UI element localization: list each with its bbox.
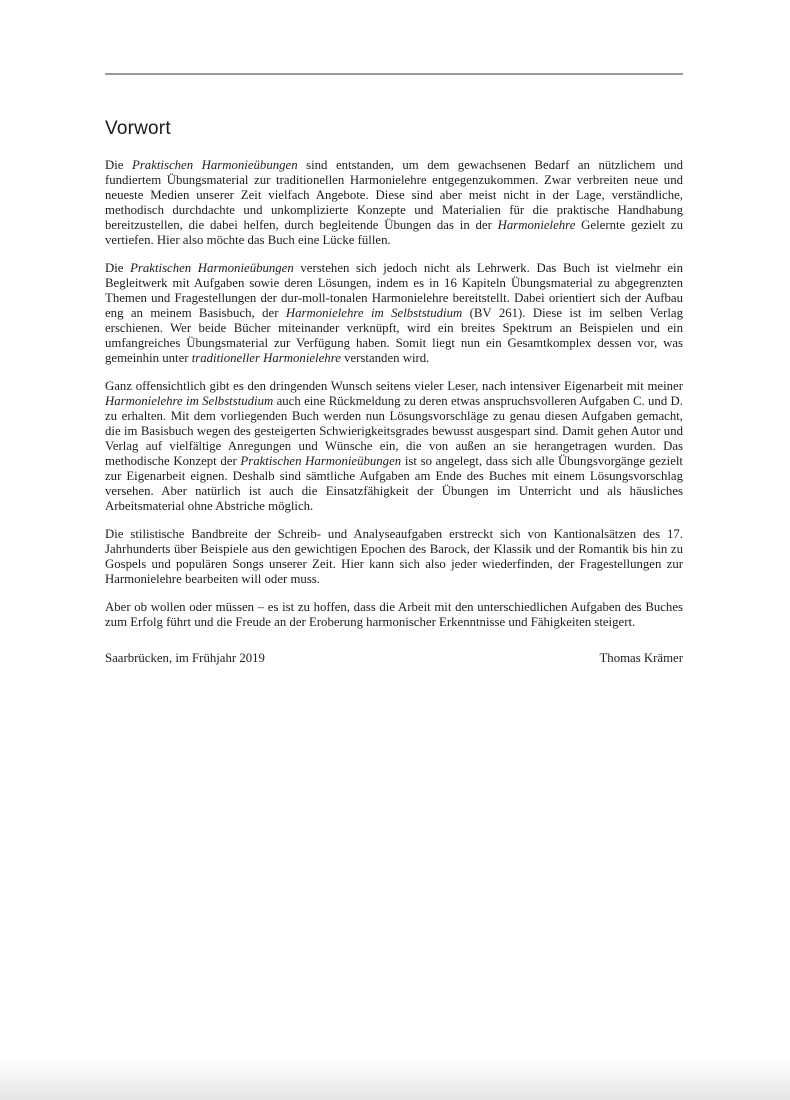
text-run: Die stilistische Bandbreite der Schreib- und Analyseaufgaben erstreckt sich von Kantionalsätzen des 17. Jahrhunderts über Beispiele aus den gewichtigen Epochen des Barock, der Klassik und der Romantik bis hin zu Gospels und populären Songs unserer Zeit. Hier kann sich also jeder wiederfinden, der Fragestellungen zur Harmonielehre bearbeiten will oder muss.: [105, 527, 683, 586]
text-run: Ganz offensichtlich gibt es den dringenden Wunsch seitens vieler Leser, nach intensiver Eigenarbeit mit meiner: [105, 379, 683, 393]
paragraph: [105, 158, 683, 248]
signature-author: Thomas Krämer: [599, 651, 683, 665]
italic-book-title: Praktischen Harmonieübungen: [130, 261, 294, 275]
signature-row: [105, 651, 683, 666]
text-run: Die: [105, 158, 132, 172]
content-column: [105, 0, 683, 666]
body-text: [105, 158, 683, 630]
text-run: Gelernte gezielt zu vertiefen. Hier also möchte das Buch eine Lücke füllen.: [105, 218, 683, 247]
paragraph: [105, 527, 683, 587]
text-run: sind entstanden, um dem gewachsenen Bedarf an nützlichem und fundiertem Übungsmaterial zur traditionellen Harmonielehre entgegenzukommen. Zwar verbreiten neue und neueste Medien unserer Zeit vielfach Angebote. Diese sind aber meist nicht in der Lage, verständliche, methodisch durchdachte und unkomplizierte Konzepte und Materialien für die praktische Handhabung bereitzustellen, die dabei helfen, durch begleitende Übungen das in der: [105, 158, 684, 232]
text-run: ist so angelegt, dass sich alle Übungsvorgänge gezielt zur Eigenarbeit eignen. Deshalb sind sämtliche Aufgaben am Ende des Buches mit einem Lösungsvorschlag versehen. Aber natürlich ist auch die Einsatzfähigkeit der Übungen im Unterricht und als häusliches Arbeitsmaterial ohne Abstriche möglich.: [105, 454, 683, 513]
paragraph: [105, 379, 683, 514]
text-run: (BV 261). Diese ist im selben Verlag erschienen. Wer beide Bücher miteinander verknüpft, wird ein breites Spektrum an Beispielen und ein umfangreiches Übungsmaterial zur Verfügung haben. Somit liegt nun ein Gesamtkomplex dessen vor, was gemeinhin unter: [105, 306, 684, 365]
italic-book-title: traditioneller Harmonielehre: [191, 351, 341, 365]
text-run: auch eine Rückmeldung zu deren etwas anspruchsvolleren Aufgaben C. und D. zu erhalten. Mit dem vorliegenden Buch werden nun Lösungsvorschläge zu genau diesen Aufgaben gemacht, die im Basisbuch wegen des gesteigerten Schwierigkeitsgrades bewusst ausgespart sind. Damit gehen Autor und Verlag auf vielfältige Anregungen und Wünsche ein, die von außen an sie herangetragen wurden. Das methodische Konzept der: [105, 394, 683, 468]
paragraph: [105, 600, 683, 630]
italic-book-title: Harmonielehre: [497, 218, 576, 232]
signature-place-date: Saarbrücken, im Frühjahr 2019: [105, 651, 265, 665]
italic-book-title: Praktischen Harmonieübungen: [132, 158, 298, 172]
text-run: Aber ob wollen oder müssen – es ist zu hoffen, dass die Arbeit mit den unterschiedlichen Aufgaben des Buches zum Erfolg führt und die Freude an der Eroberung harmonischer Erkenntnisse und Fähigkeiten steigert.: [105, 600, 683, 629]
page-bottom-shade: [0, 1058, 790, 1100]
page-title: Vorwort: [105, 118, 171, 139]
text-run: Die: [105, 261, 131, 275]
italic-book-title: Harmonielehre im Selbststudium: [105, 394, 274, 408]
text-run: verstanden wird.: [340, 351, 430, 365]
text-run: verstehen sich jedoch nicht als Lehrwerk. Das Buch ist vielmehr ein Begleitwerk mit Aufgaben sowie deren Lösungen, indem es in 16 Kapiteln Übungsmaterial zu abgegrenzten Themen und Fragestellungen der dur-moll-tonalen Harmonielehre bereitstellt. Dabei orientiert sich der Aufbau eng an meinem Basisbuch, der: [105, 261, 683, 320]
italic-book-title: Praktischen Harmonieübungen: [240, 454, 402, 468]
paragraph: [105, 261, 683, 366]
italic-book-title: Harmonielehre im Selbststudium: [285, 306, 463, 320]
